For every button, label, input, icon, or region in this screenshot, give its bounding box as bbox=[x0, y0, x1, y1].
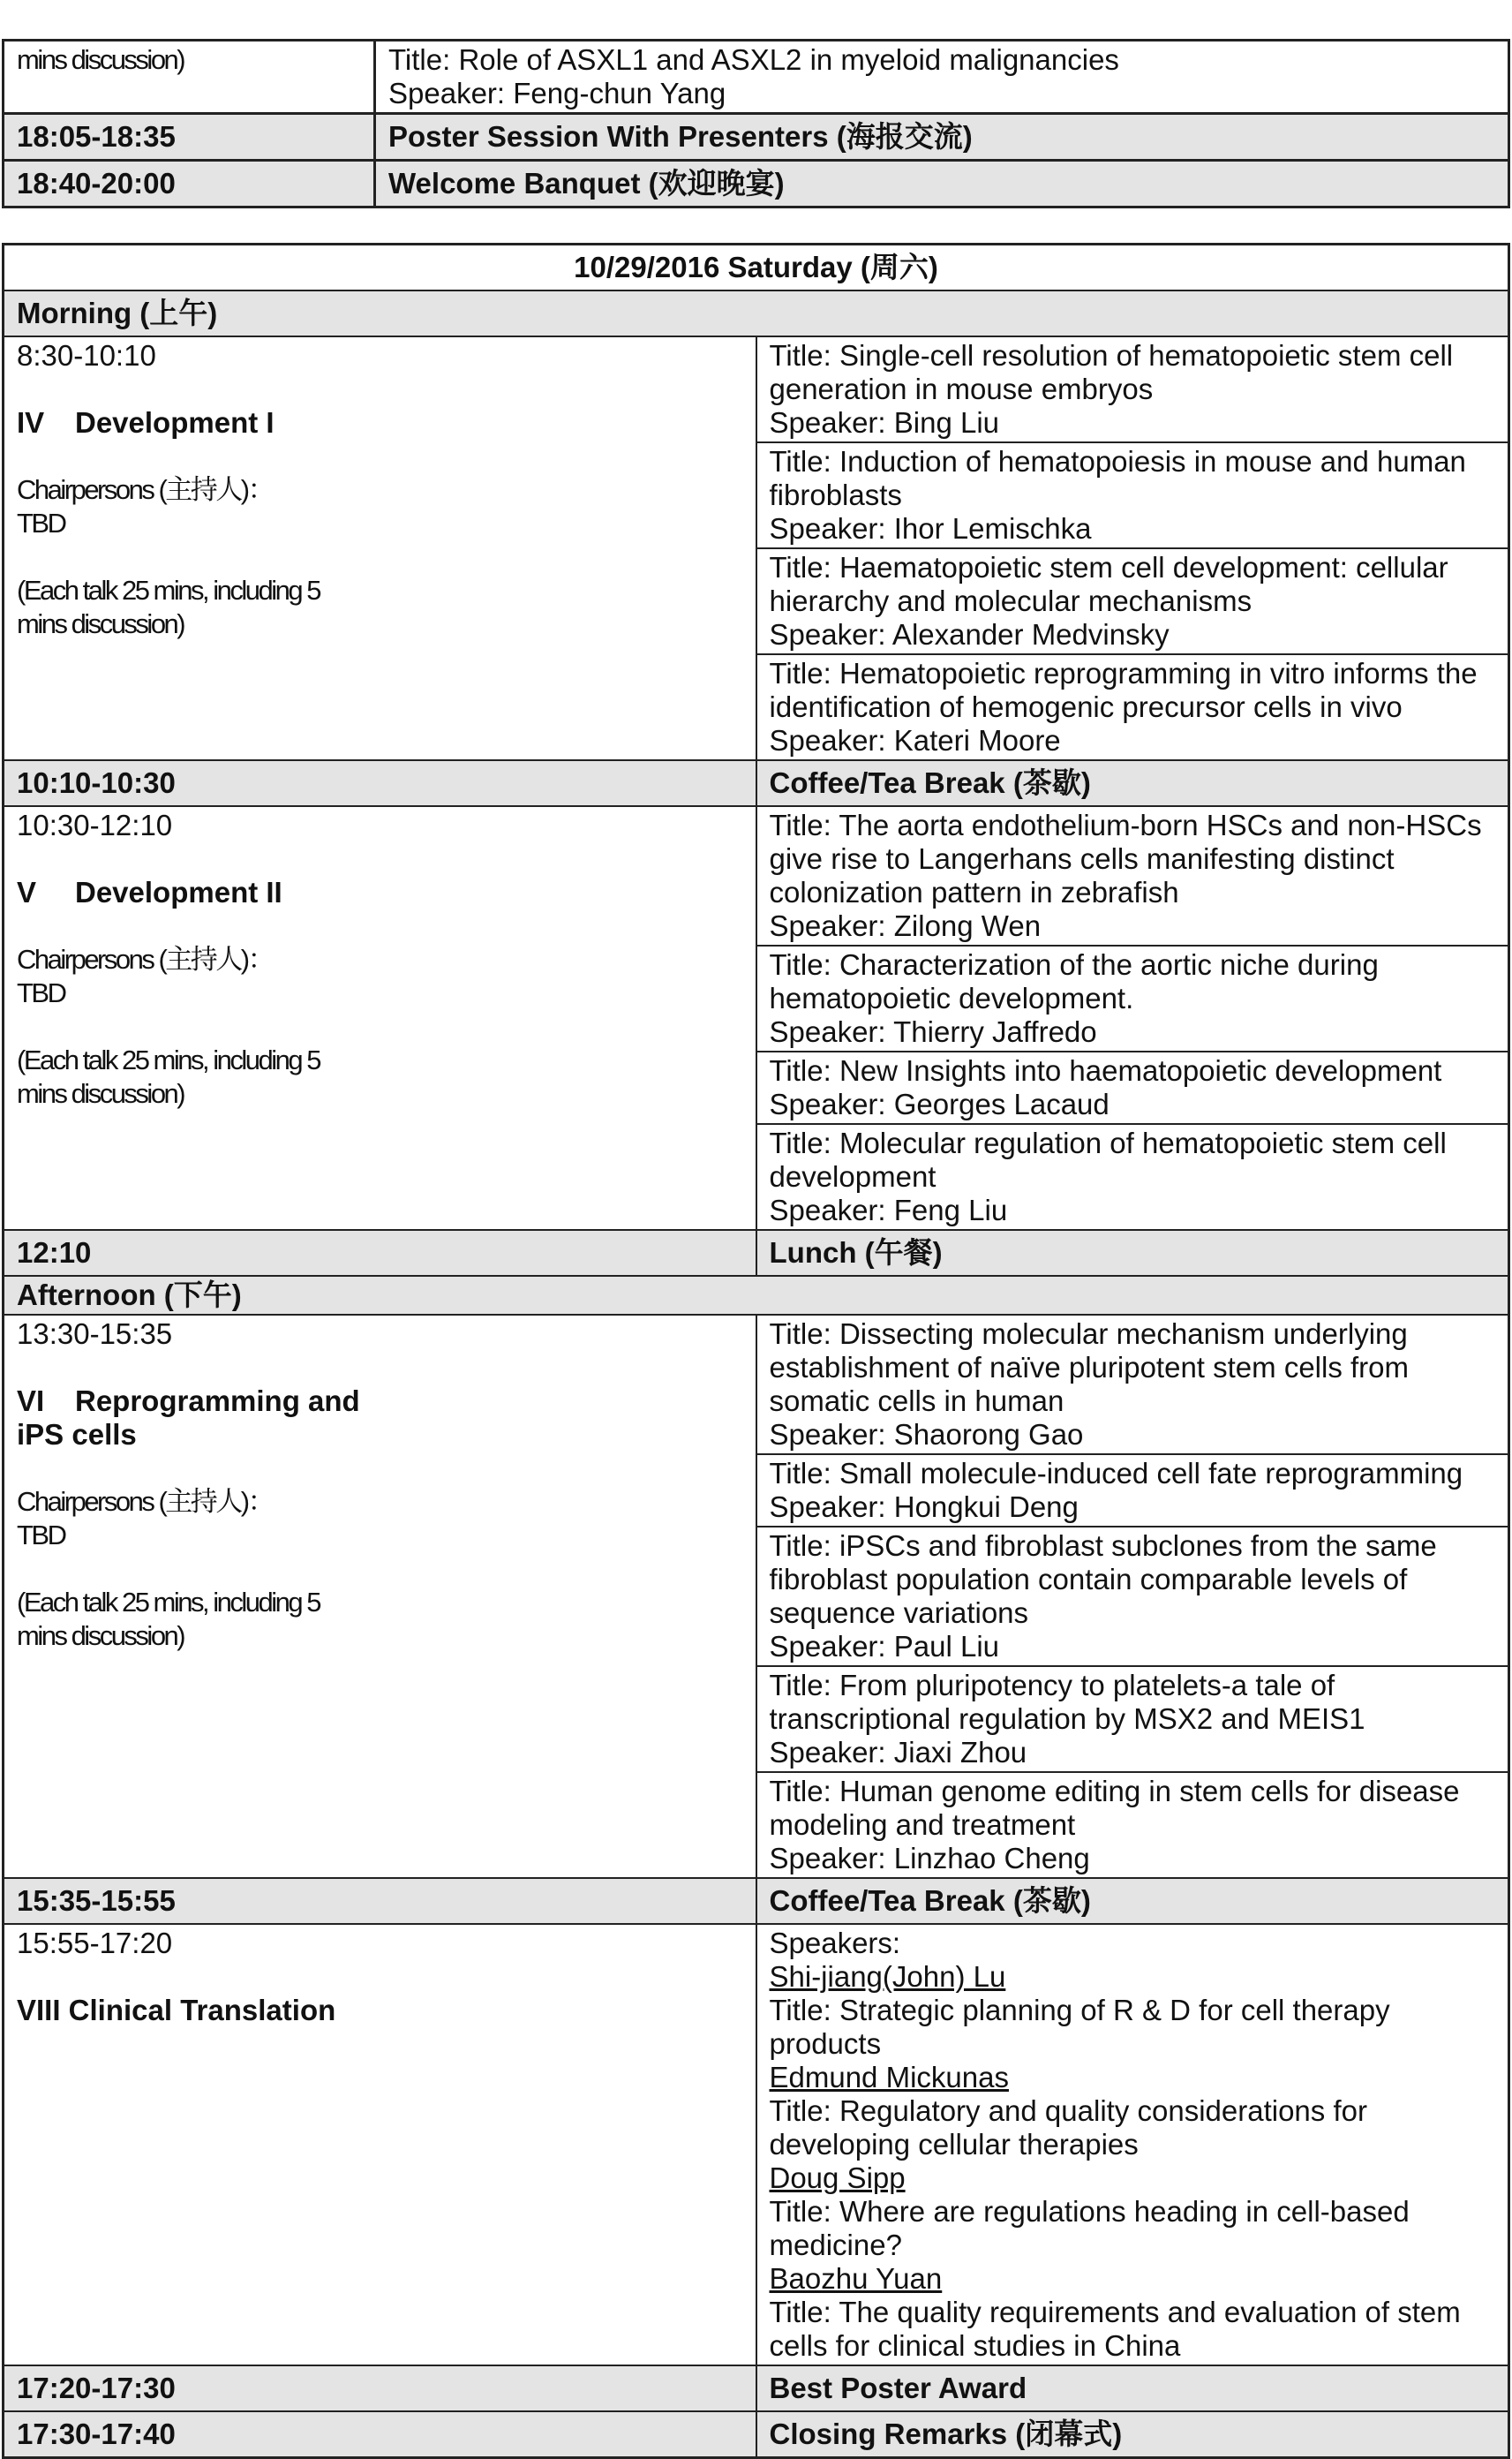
talk-speaker: Speaker: Zilong Wen bbox=[769, 909, 1042, 942]
time-cell: 10:10-10:30 bbox=[4, 760, 756, 806]
talk-cell bbox=[756, 654, 1509, 760]
talk-speaker: Speaker: Paul Liu bbox=[769, 1630, 1000, 1663]
talk-cell bbox=[756, 946, 1509, 1052]
session-title-cont: iPS cells bbox=[17, 1418, 137, 1451]
talk-speaker: Speaker: Jiaxi Zhou bbox=[769, 1736, 1027, 1769]
talk-title: Title: Human genome editing in stem cells for disease modeling and treatment bbox=[769, 1775, 1460, 1841]
speakers-label: Speakers: bbox=[769, 1927, 901, 1959]
talk-title: Title: The aorta endothelium-born HSCs and non-HSCs give rise to Langerhans cells manifesting distinct colonization pattern in zebrafish bbox=[769, 809, 1482, 909]
speaker-name: Shi-jiang(John) Lu bbox=[769, 1960, 1006, 1993]
table-row bbox=[4, 114, 1509, 161]
afternoon-row bbox=[4, 1276, 1509, 1315]
chairpersons-label: Chairpersons (主持人)： bbox=[17, 944, 274, 975]
talk-cell bbox=[756, 1772, 1509, 1878]
break-row bbox=[4, 760, 1509, 806]
talk-cell bbox=[756, 548, 1509, 654]
talk-speaker: Speaker: Bing Liu bbox=[769, 406, 1000, 439]
talk-cell bbox=[756, 442, 1509, 548]
chairpersons-name: TBD bbox=[17, 1520, 65, 1550]
day-header: 10/29/2016 Saturday (周六) bbox=[4, 245, 1509, 291]
chairpersons-name: TBD bbox=[17, 977, 65, 1008]
talk-title: Title: The quality requirements and evaluation of stem cells for clinical studies in China bbox=[769, 2296, 1461, 2362]
talk-title: Title: Dissecting molecular mechanism underlying establishment of naïve pluripotent stem cells from somatic cells in human bbox=[769, 1317, 1410, 1417]
talk-title: Title: Characterization of the aortic niche during hematopoietic development. bbox=[769, 948, 1379, 1015]
session-info bbox=[4, 336, 756, 760]
talk-title: Title: New Insights into haematopoietic development bbox=[769, 1054, 1442, 1087]
session-info bbox=[4, 806, 756, 1230]
talk-title: Title: Induction of hematopoiesis in mouse and human fibroblasts bbox=[769, 445, 1466, 511]
talk-speaker: Speaker: Kateri Moore bbox=[769, 724, 1061, 757]
talk-title: Title: Single-cell resolution of hematopoietic stem cell generation in mouse embryos bbox=[769, 339, 1454, 405]
event-cell: Poster Session With Presenters (海报交流) bbox=[375, 114, 1509, 161]
table-row bbox=[4, 806, 1509, 946]
speaker-name: Baozhu Yuan bbox=[769, 2262, 943, 2295]
talk-title: Title: Haematopoietic stem cell development: cellular hierarchy and molecular mechanisms bbox=[769, 551, 1448, 617]
talk-title: Title: Role of ASXL1 and ASXL2 in myeloid malignancies bbox=[388, 43, 1119, 76]
time-cell: 18:05-18:35 bbox=[4, 114, 375, 161]
lunch-row bbox=[4, 1230, 1509, 1276]
time-cell: 12:10 bbox=[4, 1230, 756, 1276]
talk-title: Title: Regulatory and quality considerations for developing cellular therapies bbox=[769, 2094, 1367, 2161]
session-time: 10:30-12:10 bbox=[17, 809, 173, 841]
session-title: VIII Clinical Translation bbox=[17, 1994, 336, 2026]
talk-cell bbox=[756, 336, 1509, 442]
talk-speaker: Speaker: Linzhao Cheng bbox=[769, 1842, 1090, 1874]
talk-note: (Each talk 25 mins, including 5 bbox=[17, 1045, 320, 1075]
award-row bbox=[4, 2365, 1509, 2411]
break-row bbox=[4, 1878, 1509, 1924]
talk-cell bbox=[756, 1454, 1509, 1527]
session-title: VI Reprogramming and bbox=[17, 1384, 360, 1417]
talk-note: mins discussion) bbox=[17, 1620, 184, 1651]
session-title: IV Development I bbox=[17, 406, 275, 439]
talk-note: mins discussion) bbox=[17, 1078, 184, 1109]
talk-cell bbox=[756, 1124, 1509, 1230]
day-header-row bbox=[4, 245, 1509, 291]
talk-speaker: Speaker: Alexander Medvinsky bbox=[769, 618, 1170, 651]
chairpersons-label: Chairpersons (主持人)： bbox=[17, 1486, 274, 1517]
talk-cell bbox=[756, 1666, 1509, 1772]
talk-cell bbox=[756, 1315, 1509, 1454]
table-row bbox=[4, 161, 1509, 207]
session-time: 8:30-10:10 bbox=[17, 339, 156, 372]
talk-speaker: Speaker: Feng-chun Yang bbox=[388, 77, 726, 109]
talk-speaker: Speaker: Georges Lacaud bbox=[769, 1088, 1110, 1120]
time-cell: 17:20-17:30 bbox=[4, 2365, 756, 2411]
talk-title: Title: Small molecule-induced cell fate reprogramming bbox=[769, 1457, 1463, 1490]
talk-title: Title: Where are regulations heading in cell-based medicine? bbox=[769, 2195, 1410, 2261]
talk-cell bbox=[756, 1527, 1509, 1666]
time-cell: 17:30-17:40 bbox=[4, 2411, 756, 2458]
morning-row bbox=[4, 290, 1509, 336]
event-cell: Welcome Banquet (欢迎晚宴) bbox=[375, 161, 1509, 207]
talk-title: Title: Hematopoietic reprogramming in vitro informs the identification of hemogenic precursor cells in vivo bbox=[769, 657, 1478, 723]
chairpersons-name: TBD bbox=[17, 508, 65, 539]
event-cell: Lunch (午餐) bbox=[756, 1230, 1509, 1276]
saturday-schedule-table bbox=[2, 243, 1510, 2459]
time-cell: 18:40-20:00 bbox=[4, 161, 375, 207]
speaker-name: Edmund Mickunas bbox=[769, 2061, 1009, 2093]
session-time: 15:55-17:20 bbox=[17, 1927, 173, 1959]
session-note: mins discussion) bbox=[4, 41, 375, 114]
talk-title: Title: Strategic planning of R & D for cell therapy products bbox=[769, 1994, 1390, 2060]
afternoon-label: Afternoon (下午) bbox=[4, 1276, 1509, 1315]
talk-cell bbox=[756, 1052, 1509, 1124]
talk-speaker: Speaker: Thierry Jaffredo bbox=[769, 1015, 1097, 1048]
session-time: 13:30-15:35 bbox=[17, 1317, 173, 1350]
previous-day-table bbox=[2, 39, 1510, 208]
morning-label: Morning (上午) bbox=[4, 290, 1509, 336]
talk-cell bbox=[756, 806, 1509, 946]
talk-note: (Each talk 25 mins, including 5 bbox=[17, 575, 320, 606]
talk-speaker: Speaker: Hongkui Deng bbox=[769, 1490, 1079, 1523]
time-cell: 15:35-15:55 bbox=[4, 1878, 756, 1924]
session-info bbox=[4, 1315, 756, 1878]
talk-cell bbox=[756, 1924, 1509, 2365]
chairpersons-label: Chairpersons (主持人)： bbox=[17, 474, 274, 505]
talk-speaker: Speaker: Shaorong Gao bbox=[769, 1418, 1084, 1451]
event-cell: Coffee/Tea Break (茶歇) bbox=[756, 1878, 1509, 1924]
closing-row bbox=[4, 2411, 1509, 2458]
table-row bbox=[4, 41, 1509, 114]
talk-speaker: Speaker: Feng Liu bbox=[769, 1194, 1008, 1226]
table-row bbox=[4, 1924, 1509, 2365]
talk-speaker: Speaker: Ihor Lemischka bbox=[769, 512, 1092, 545]
event-cell: Closing Remarks (闭幕式) bbox=[756, 2411, 1509, 2458]
talk-title: Title: Molecular regulation of hematopoietic stem cell development bbox=[769, 1127, 1447, 1193]
table-row bbox=[4, 336, 1509, 442]
talk-title: Title: From pluripotency to platelets-a tale of transcriptional regulation by MSX2 and MEIS1 bbox=[769, 1669, 1365, 1735]
speaker-name: Doug Sipp bbox=[769, 2161, 906, 2194]
table-row bbox=[4, 1315, 1509, 1454]
event-cell: Coffee/Tea Break (茶歇) bbox=[756, 760, 1509, 806]
talk-note: mins discussion) bbox=[17, 608, 184, 639]
talk-cell bbox=[375, 41, 1509, 114]
talk-title: Title: iPSCs and fibroblast subclones from the same fibroblast population contain comparable levels of sequence variations bbox=[769, 1529, 1437, 1629]
event-cell: Best Poster Award bbox=[756, 2365, 1509, 2411]
session-title: V Development II bbox=[17, 876, 282, 909]
session-info bbox=[4, 1924, 756, 2365]
talk-note: (Each talk 25 mins, including 5 bbox=[17, 1587, 320, 1618]
